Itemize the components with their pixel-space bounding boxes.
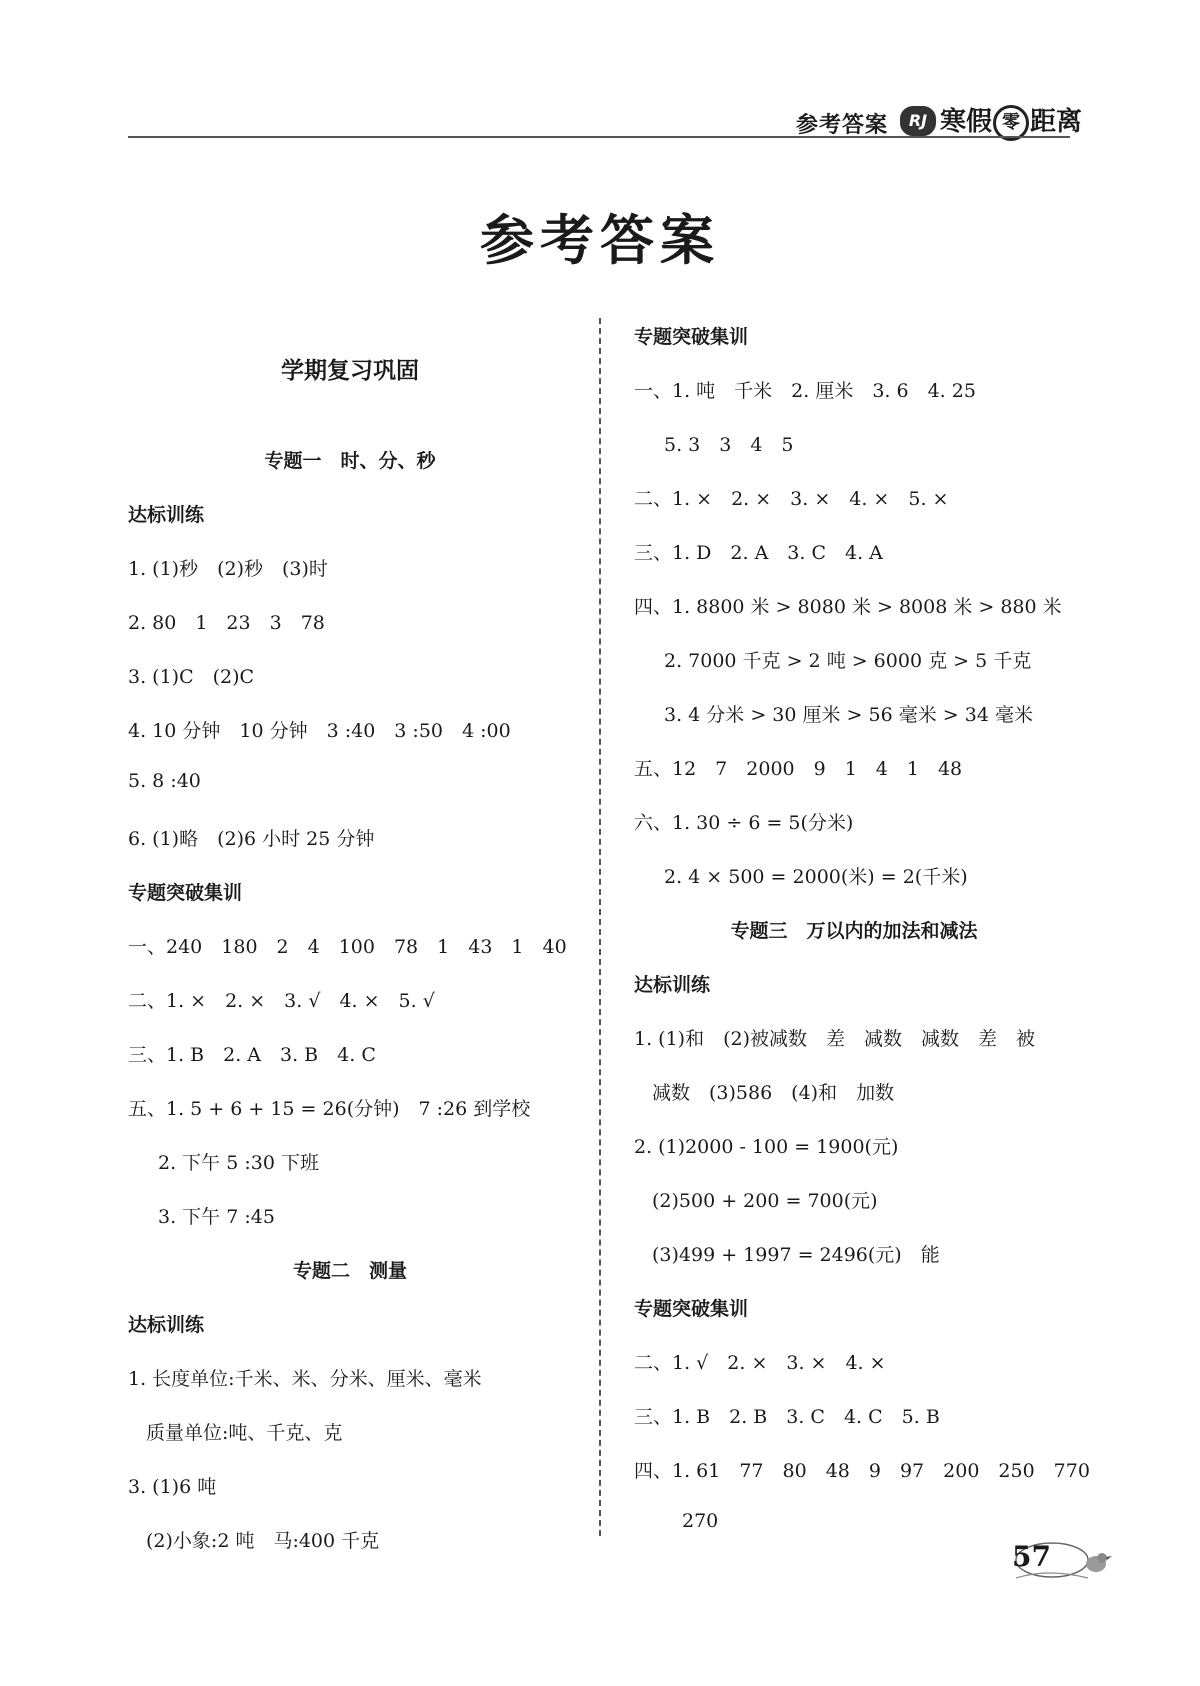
answer-line: 3. (1)C (2)C [128, 666, 255, 688]
brand-logo [900, 104, 1082, 138]
answer-line: 5. 8 :40 [128, 770, 201, 792]
answer-line: 四、1. 8800 米 > 8080 米 > 8008 米 > 880 米 [634, 596, 1062, 618]
ring-icon: 零 [993, 105, 1029, 141]
page-number: 57 [1012, 1540, 1051, 1573]
answer-line: 一、240 180 2 4 100 78 1 43 1 40 [128, 936, 567, 958]
brand-text: 寒假 零 距离 [940, 101, 1082, 141]
topic2-heading: 专题二 测量 [292, 1260, 407, 1282]
right-subheading: 专题突破集训 [634, 326, 749, 348]
answer-line: 4. 10 分钟 10 分钟 3 :40 3 :50 4 :00 [128, 720, 511, 742]
topic1-subheading-1: 达标训练 [128, 504, 205, 526]
answer-line: 3. 下午 7 :45 [158, 1206, 275, 1228]
answer-line: 二、1. × 2. × 3. √ 4. × 5. √ [128, 990, 435, 1012]
header-label: 参考答案 [796, 113, 889, 138]
answer-line: 2. 4 × 500 = 2000(米) = 2(千米) [664, 866, 968, 888]
topic2-subheading: 达标训练 [128, 1314, 205, 1336]
answer-line: 1. (1)和 (2)被减数 差 减数 减数 差 被 [634, 1028, 1035, 1050]
answer-line: 1. 长度单位:千米、米、分米、厘米、毫米 [128, 1368, 482, 1390]
answer-line: 三、1. B 2. B 3. C 4. C 5. B [634, 1406, 940, 1428]
answer-line: 三、1. B 2. A 3. B 4. C [128, 1044, 376, 1066]
section-title: 学期复习巩固 [281, 358, 419, 384]
header-rule [128, 136, 1070, 138]
page-number-badge [1008, 1538, 1116, 1584]
answer-line: 3. 4 分米 > 30 厘米 > 56 毫米 > 34 毫米 [664, 704, 1033, 726]
topic3-subheading-2: 专题突破集训 [634, 1298, 749, 1320]
answer-line: 二、1. × 2. × 3. × 4. × 5. × [634, 488, 949, 510]
topic3-subheading-1: 达标训练 [634, 974, 711, 996]
topic3-heading: 专题三 万以内的加法和减法 [730, 920, 978, 942]
answer-line: 六、1. 30 ÷ 6 = 5(分米) [634, 812, 854, 834]
answer-line: 2. 7000 千克 > 2 吨 > 6000 克 > 5 千克 [664, 650, 1032, 672]
column-divider [599, 318, 601, 1536]
answer-line: 五、1. 5 + 6 + 15 = 26(分钟) 7 :26 到学校 [128, 1098, 531, 1120]
answer-line: (3)499 + 1997 = 2496(元) 能 [652, 1244, 940, 1266]
answer-line: 五、12 7 2000 9 1 4 1 48 [634, 758, 963, 780]
topic1-subheading-2: 专题突破集训 [128, 882, 243, 904]
answer-line: 5. 3 3 4 5 [664, 434, 794, 456]
answer-line: 1. (1)秒 (2)秒 (3)时 [128, 558, 328, 580]
answer-line: 2. (1)2000 - 100 = 1900(元) [634, 1136, 899, 1158]
answer-line: 6. (1)略 (2)6 小时 25 分钟 [128, 828, 375, 850]
answer-line: (2)500 + 200 = 700(元) [652, 1190, 878, 1212]
topic1-heading: 专题一 时、分、秒 [264, 450, 436, 472]
answer-line: 二、1. √ 2. × 3. × 4. × [634, 1352, 886, 1374]
answer-line: 质量单位:吨、千克、克 [146, 1422, 343, 1444]
answer-line: 减数 (3)586 (4)和 加数 [652, 1082, 895, 1104]
page-title: 参考答案 [480, 208, 720, 272]
answer-line: 四、1. 61 77 80 48 9 97 200 250 770 [634, 1460, 1090, 1482]
rj-badge: RJ [900, 106, 936, 136]
answer-line: 2. 下午 5 :30 下班 [158, 1152, 319, 1174]
answer-line: 2. 80 1 23 3 78 [128, 612, 325, 634]
answer-line: 三、1. D 2. A 3. C 4. A [634, 542, 883, 564]
answer-line: (2)小象:2 吨 马:400 千克 [146, 1530, 380, 1552]
answer-line: 3. (1)6 吨 [128, 1476, 217, 1498]
answer-line: 一、1. 吨 千米 2. 厘米 3. 6 4. 25 [634, 380, 976, 402]
answer-line: 270 [682, 1510, 719, 1532]
